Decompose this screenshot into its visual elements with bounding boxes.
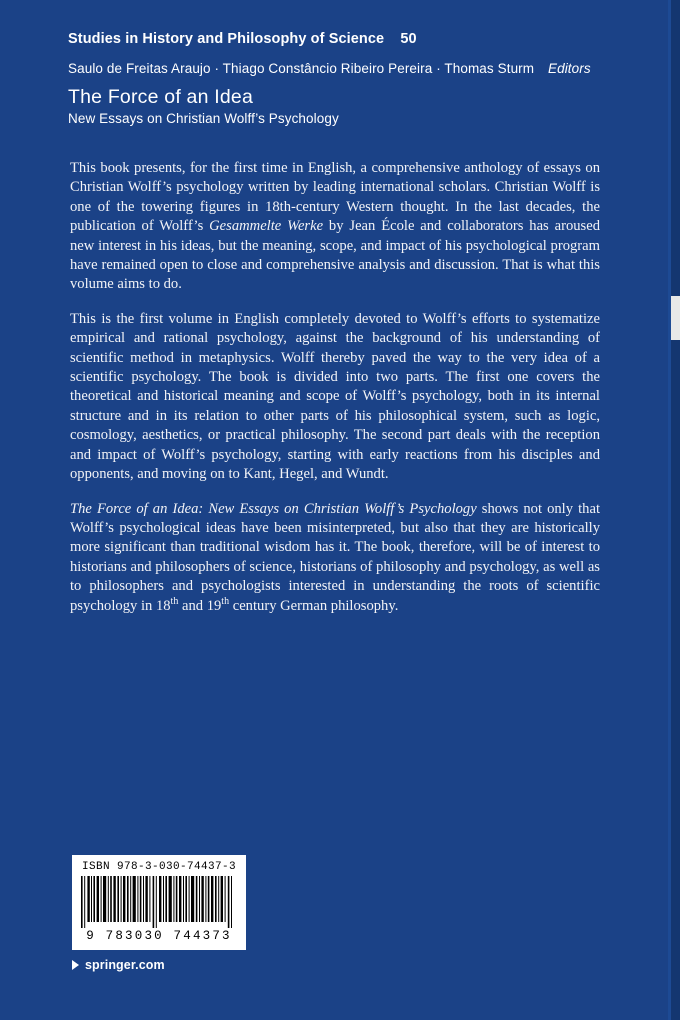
back-cover-blurb (70, 159, 600, 616)
blurb-p1-italic-title: Gesammelte Werke (209, 218, 324, 235)
barcode-image (79, 876, 239, 928)
blurb-p3-part-b: and 19 (178, 597, 222, 614)
editors-role-label: Editors (547, 61, 591, 76)
blurb-p3-ordinal-1: th (170, 595, 179, 607)
blurb-p3-part-c: century German philosophy. (229, 597, 399, 614)
series-number: 50 (400, 31, 417, 47)
blurb-p1-part-b: by Jean École and collaborators has aroused new interest in his ideas, but the meaning, scope, and impact of his psychological program have remained open to close and comprehensive analysis and discussion. That is what this volume aims to do. (70, 218, 600, 293)
page-subtitle: New Essays on Christian Wolff’s Psychology (68, 111, 339, 126)
isbn-barcode-panel (72, 855, 246, 950)
blurb-p1-part-a: This book presents, for the first time in English, a comprehensive anthology of essays on Christian Wolff’s psychology written by leading international scholars. Christian Wolff is one of the towering figures in 18th-century Western thought. In the last decades, the publication of Wolff’s (70, 160, 600, 235)
editors-line (68, 61, 628, 76)
isbn-label: ISBN 978-3-030-74437-3 (81, 861, 237, 873)
page-title: The Force of an Idea (68, 86, 254, 108)
blurb-paragraph-2: This is the first volume in English completely devoted to Wolff’s efforts to systematize empirical and rational psychology, against the background of his understanding of scientific method in metaphysics. Wolff thereby paved the way to the very idea of a scientific psychology. The book is divided into two parts. The first one covers the theoretical and historical meaning and scope of Wolff’s psychology, both in its internal structure and in its relation to other parts of his philosophical system, such as logic, cosmology, aesthetics, or practical philosophy. The second part deals with the reception and impact of Wolff’s psychology, starting with early reactions from his disciples and opponents, and moving on to Kant, Hegel, and Wundt. (70, 310, 600, 483)
blurb-p3-part-a: shows not only that Wolff’s psychological ideas have been misinterpreted, but also that they are historically more significant than traditional wisdom has it. The book, therefore, will be of interest to historians and philosophers of science, historians of philosophy and psychology, as well as to philosophers and psychologists interested in understanding the roots of scientific psychology in 18 (70, 500, 600, 614)
play-triangle-icon (72, 960, 79, 970)
editor-names: Saulo de Freitas Araujo · Thiago Constâncio Ribeiro Pereira · Thomas Sturm (68, 61, 535, 76)
blurb-paragraph-3 (70, 500, 600, 616)
blurb-p3-ordinal-2: th (221, 595, 230, 607)
spine-edge-strip (671, 0, 680, 1020)
publisher-label: springer.com (85, 958, 165, 972)
series-name: Studies in History and Philosophy of Science (68, 31, 385, 47)
isbn-digits: 9 783030 744373 (86, 929, 232, 943)
spine-highlight-mark (671, 296, 680, 340)
blurb-paragraph-1 (70, 159, 600, 295)
blurb-p3-italic-title: The Force of an Idea: New Essays on Christian Wolff’s Psychology (70, 500, 477, 517)
publisher-link[interactable] (72, 958, 165, 972)
series-line (68, 31, 608, 47)
